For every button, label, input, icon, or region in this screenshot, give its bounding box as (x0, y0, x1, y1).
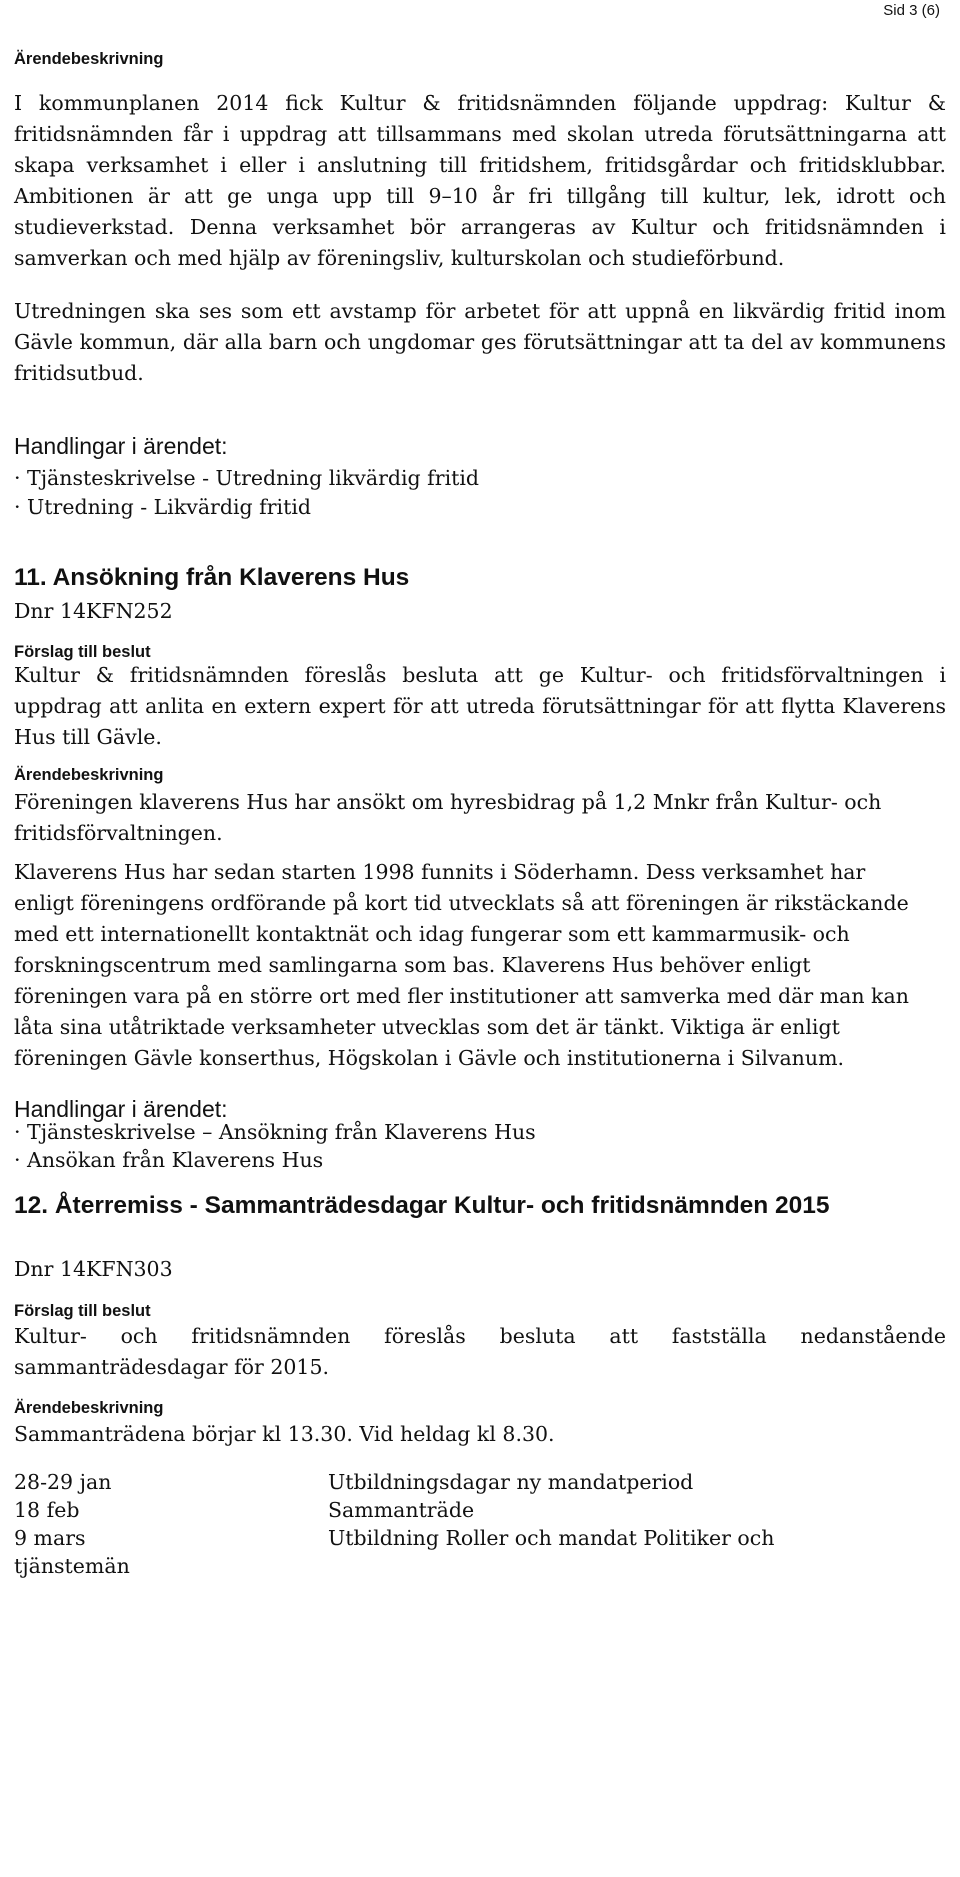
section-12-forslag: Kultur- och fritidsnämnden föreslås besluta att fastställa nedanstående sammanträdesdagar för 2015. (14, 1324, 946, 1379)
schedule-trailing: tjänstemän (14, 1554, 130, 1578)
arendebeskrivning-label: Ärendebeskrivning (14, 50, 164, 68)
forslag-label: Förslag till beslut (14, 1302, 151, 1320)
handlingar-label: Handlingar i ärendet: (14, 1096, 228, 1122)
handling-item: · Tjänsteskrivelse - Utredning likvärdig fritid (14, 466, 480, 490)
arendebeskrivning-label: Ärendebeskrivning (14, 1399, 164, 1417)
section10-paragraph-1: I kommunplanen 2014 fick Kultur & fritidsnämnden följande uppdrag: Kultur & fritidsnämnden får i uppdrag att tillsammans med skolan utreda förutsättningarna att skapa verksamhet i eller i anslutning till fritidshem, fritidsgårdar och fritidsklubbar. Ambitionen är att ge unga upp till 9–10 år fri tillgång till kultur, lek, idrott och studieverkstad. Denna verksamhet bör arrangeras av Kultur och fritidsnämnden i samverkan och med hjälp av föreningsliv, kulturskolan och studieförbund. (14, 91, 946, 270)
schedule-date: 9 mars (14, 1526, 86, 1550)
document-page (14, 0, 946, 1877)
section-11-paragraph-2: Klaverens Hus har sedan starten 1998 funnits i Söderhamn. Dess verksamhet har enligt föreningens ordförande på kort tid utvecklats så att föreningen är rikstäckande med ett internationellt kontaktnät och idag fungerar som ett kammarmusik- och forskningscentrum med samlingarna som bas. Klaverens Hus behöver enligt föreningen vara på en större ort med fler institutioner att samverka med där man kan låta sina utåtriktade verksamheter utvecklas som det är tänkt. Viktiga är enligt föreningen Gävle konserthus, Högskolan i Gävle och institutionerna i Silvanum. (14, 860, 909, 1070)
arendebeskrivning-label: Ärendebeskrivning (14, 766, 164, 784)
section-11-title: 11. Ansökning från Klaverens Hus (14, 564, 410, 591)
schedule-date: 18 feb (14, 1498, 80, 1522)
forslag-label: Förslag till beslut (14, 643, 151, 661)
section-11-dnr: Dnr 14KFN252 (14, 599, 173, 623)
section10-paragraph-2: Utredningen ska ses som ett avstamp för arbetet för att uppnå en likvärdig fritid inom Gävle kommun, där alla barn och ungdomar ges förutsättningar att ta del av kommunens fritidsutbud. (14, 299, 946, 385)
section-12-paragraph-1: Sammanträdena börjar kl 13.30. Vid heldag kl 8.30. (14, 1422, 555, 1446)
schedule-description: Utbildning Roller och mandat Politiker och (328, 1526, 775, 1550)
page-number: Sid 3 (6) (883, 2, 940, 19)
section-11-forslag: Kultur & fritidsnämnden föreslås besluta att ge Kultur- och fritidsförvaltningen i uppdrag att anlita en extern expert för att utreda förutsättningar för att flytta Klaverens Hus till Gävle. (14, 663, 946, 749)
section-12-title: 12. Återremiss - Sammanträdesdagar Kultur- och fritidsnämnden 2015 (14, 1192, 830, 1219)
section-12-dnr: Dnr 14KFN303 (14, 1257, 173, 1281)
schedule-description: Sammanträde (328, 1498, 475, 1522)
schedule-date: 28-29 jan (14, 1470, 112, 1494)
handling-item: · Ansökan från Klaverens Hus (14, 1148, 324, 1172)
handling-item: · Utredning - Likvärdig fritid (14, 495, 312, 519)
handling-item: · Tjänsteskrivelse – Ansökning från Klaverens Hus (14, 1120, 536, 1144)
section-11-paragraph-1: Föreningen klaverens Hus har ansökt om hyresbidrag på 1,2 Mnkr från Kultur- och fritidsförvaltningen. (14, 790, 882, 845)
schedule-description: Utbildningsdagar ny mandatperiod (328, 1470, 694, 1494)
handlingar-label: Handlingar i ärendet: (14, 433, 228, 459)
